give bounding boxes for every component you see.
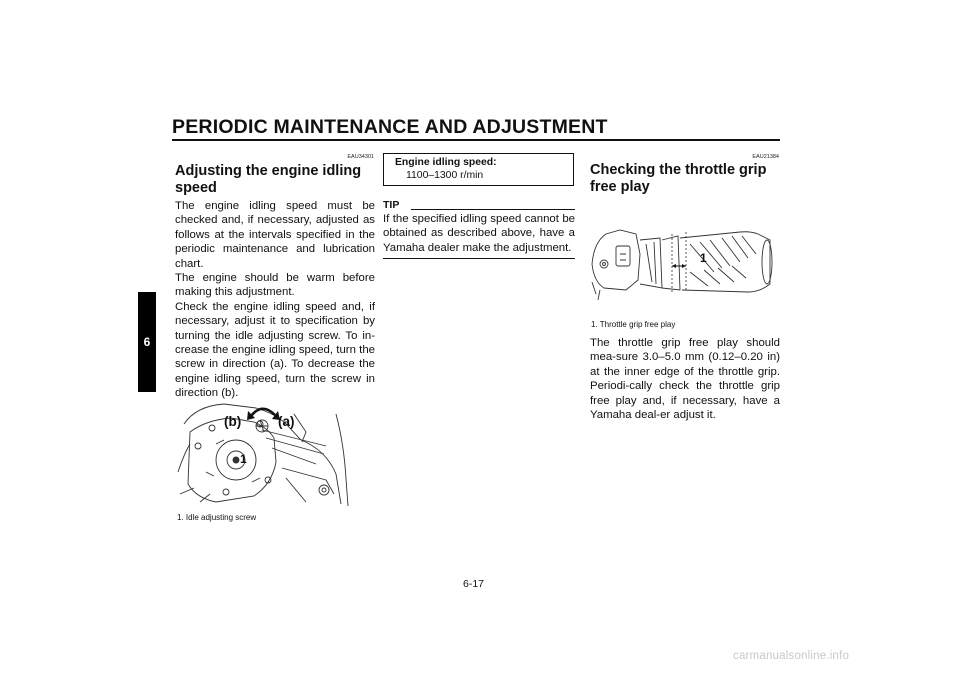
section-code-right: EAU21384 — [752, 154, 779, 160]
idle-paragraph-1: The engine idling speed must be checked and, if necessary, adjusted as follows at the intervals specified in the periodic maintenance and lubrication chart. — [175, 200, 375, 270]
idle-figure-caption: 1. Idle adjusting screw — [177, 513, 257, 522]
tip-top-rule — [411, 209, 575, 210]
throttle-body-text: The throttle grip free play should mea-sure 3.0–5.0 mm (0.12–0.20 in) at the inner edge of the throttle grip. Periodi-cally check the throttle grip free play and, if necessary, have a Yamaha deal-er adjust it. — [590, 337, 780, 422]
tip-text: If the specified idling speed cannot be obtained as described above, have a Yamaha dealer make the adjustment. — [383, 213, 575, 254]
page-header-title: PERIODIC MAINTENANCE AND ADJUSTMENT — [172, 116, 608, 138]
direction-a-label: (a) — [278, 414, 295, 429]
idle-body-text — [175, 199, 375, 401]
idle-speed-spec-box — [383, 153, 574, 186]
section-heading-throttle: Checking the throttle grip free play — [590, 162, 767, 195]
throttle-grip-illustration — [590, 224, 780, 300]
spec-label: Engine idling speed: — [395, 157, 497, 168]
idle-screw-callout: 1 — [240, 452, 247, 466]
tip-bottom-rule — [383, 258, 575, 259]
direction-b-label: (b) — [224, 414, 242, 429]
page-number: 6-17 — [463, 578, 485, 590]
chapter-tab — [138, 292, 156, 392]
tip-label: TIP — [383, 199, 400, 211]
idle-screw-illustration — [176, 384, 376, 510]
spec-value: 1100–1300 r/min — [406, 169, 484, 181]
section-code-left: EAU34301 — [347, 154, 374, 160]
throttle-figure-caption: 1. Throttle grip free play — [591, 320, 676, 329]
watermark: carmanualsonline.info — [733, 650, 850, 662]
chapter-number: 6 — [143, 335, 151, 349]
idle-paragraph-2: The engine should be warm before making this adjustment. — [175, 272, 375, 299]
header-rule — [172, 139, 780, 141]
idle-paragraph-3: Check the engine idling speed and, if necessary, adjust it to specification by turning the idle adjusting screw. To in-crease the engine idling speed, turn the screw in direction (a). To decrease the engine idling speed, turn the screw in direction (b). — [175, 300, 375, 400]
throttle-callout: 1 — [700, 251, 707, 265]
section-heading-idle: Adjusting the engine idling speed — [175, 163, 362, 196]
